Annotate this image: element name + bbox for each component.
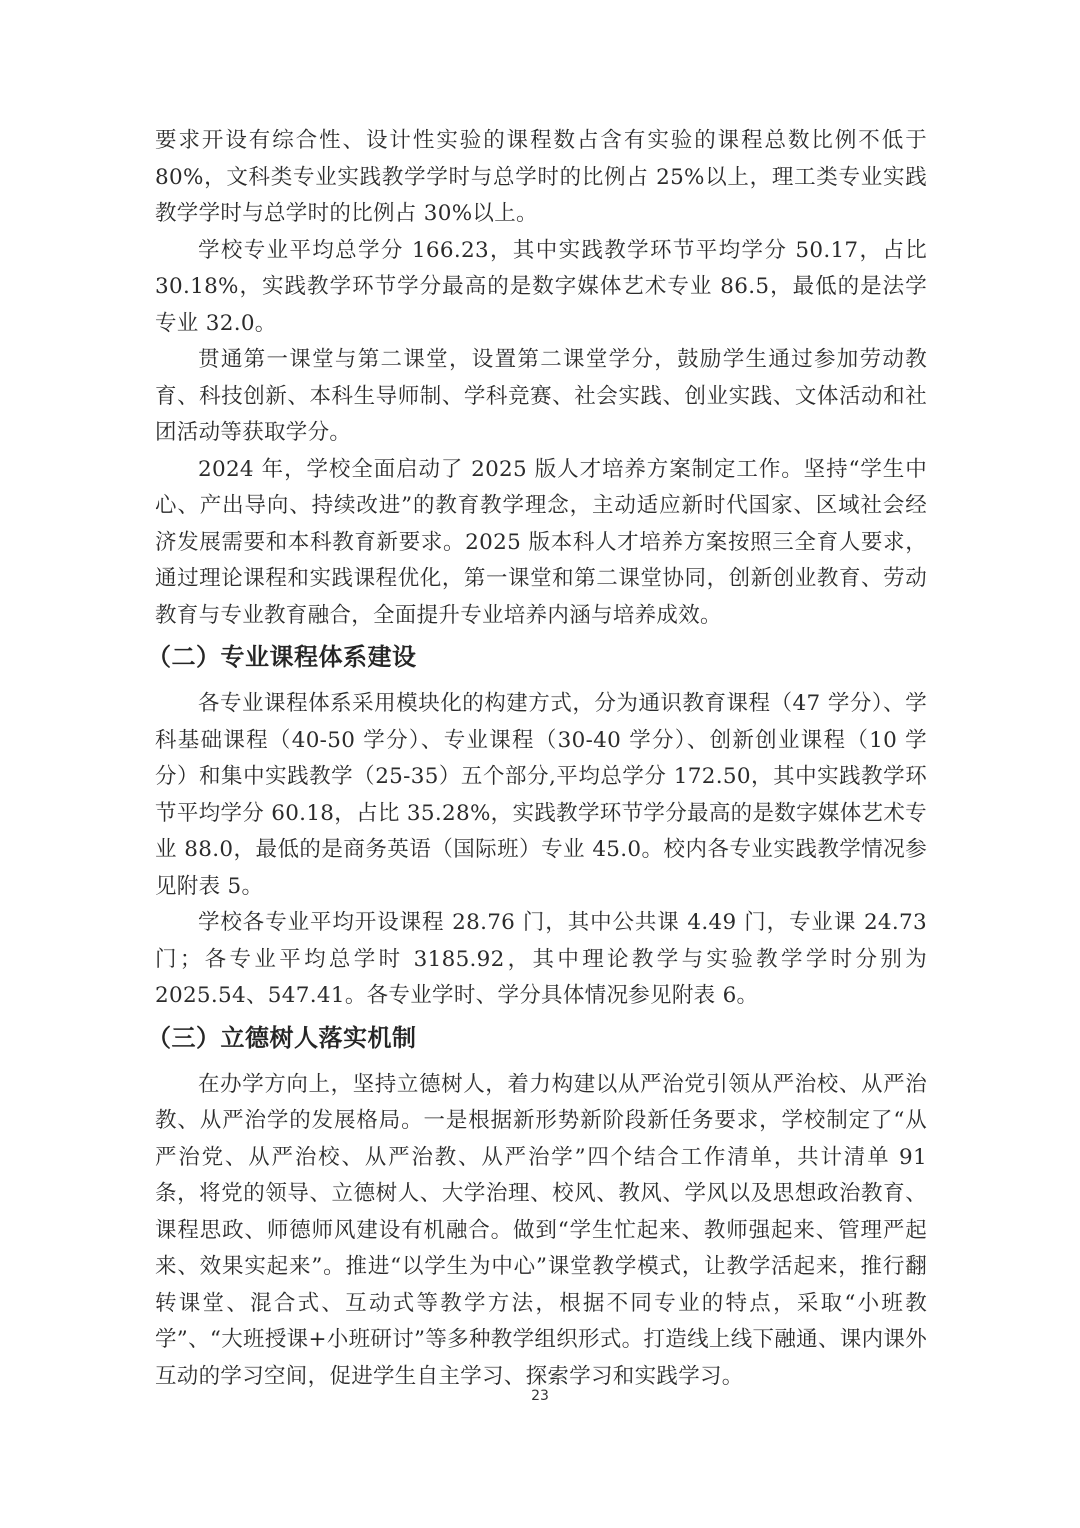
paragraph-second-classroom: 贯通第一课堂与第二课堂，设置第二课堂学分，鼓励学生通过参加劳动教育、科技创新、本科生导师制、学科竞赛、社会实践、创业实践、文体活动和社团活动等获取学分。 [155, 347, 927, 445]
paragraph-curriculum-modules: 各专业课程体系采用模块化的构建方式，分为通识教育课程（47 学分）、学科基础课程（40-50 学分）、专业课程（30-40 学分）、创新创业课程（10 学分）和集中实践教学（25-35）五个部分,平均总学分 172.50，其中实践教学环节平均学分 60.18，占比 35.28%，实践教学环节学分最高的是数字媒体艺术专业 88.0，最低的是商务英语（国际班）专业 45.0。校内各专业实践教学情况参见附表 5。 [155, 691, 927, 899]
section-heading-moral-education: （三）立德树人落实机制 [147, 1023, 417, 1052]
paragraph-2025-training-plan: 2024 年，学校全面启动了 2025 版人才培养方案制定工作。坚持“学生中心、产出导向、持续改进”的教育教学理念，主动适应新时代国家、区域社会经济发展需要和本科教育新要求。2025 版本科人才培养方案按照三全育人要求，通过理论课程和实践课程优化，第一课堂和第二课堂协同，创新创业教育、劳动教育与专业教育融合，全面提升专业培养内涵与培养成效。 [155, 456, 927, 628]
paragraph-experiment-ratio: 要求开设有综合性、设计性实验的课程数占含有实验的课程总数比例不低于 80%，文科类专业实践教学学时与总学时的比例占 25%以上，理工类专业实践教学学时与总学时的比例占 30%以上。 [155, 128, 927, 226]
document-page [147, 123, 927, 1395]
paragraph-course-hours: 学校各专业平均开设课程 28.76 门，其中公共课 4.49 门，专业课 24.73 门；各专业平均总学时 3185.92，其中理论教学与实验教学学时分别为 2025.54、547.41。各专业学时、学分具体情况参见附表 6。 [155, 910, 927, 1008]
paragraph-average-credits: 学校专业平均总学分 166.23，其中实践教学环节平均学分 50.17，占比 30.18%，实践教学环节学分最高的是数字媒体艺术专业 86.5，最低的是法学专业 32.0。 [155, 237, 927, 336]
section-heading-curriculum-system: （二）专业课程体系建设 [147, 643, 417, 671]
page-number: 23 [531, 1388, 549, 1404]
paragraph-moral-education-mechanism: 在办学方向上，坚持立德树人，着力构建以从严治党引领从严治校、从严治教、从严治学的发展格局。一是根据新形势新阶段新任务要求，学校制定了“从严治党、从严治校、从严治教、从严治学”四个结合工作清单，共计清单 91 条，将党的领导、立德树人、大学治理、校风、教风、学风以及思想政治教育、课程思政、师德师风建设有机融合。做到“学生忙起来、教师强起来、管理严起来、效果实起来”。推进“以学生为中心”课堂教学模式，让教学活起来，推行翻转课堂、混合式、互动式等教学方法，根据不同专业的特点，采取“小班教学”、“大班授课+小班研讨”等多种教学组织形式。打造线上线下融通、课内课外互动的学习空间，促进学生自主学习、探索学习和实践学习。 [155, 1071, 927, 1389]
